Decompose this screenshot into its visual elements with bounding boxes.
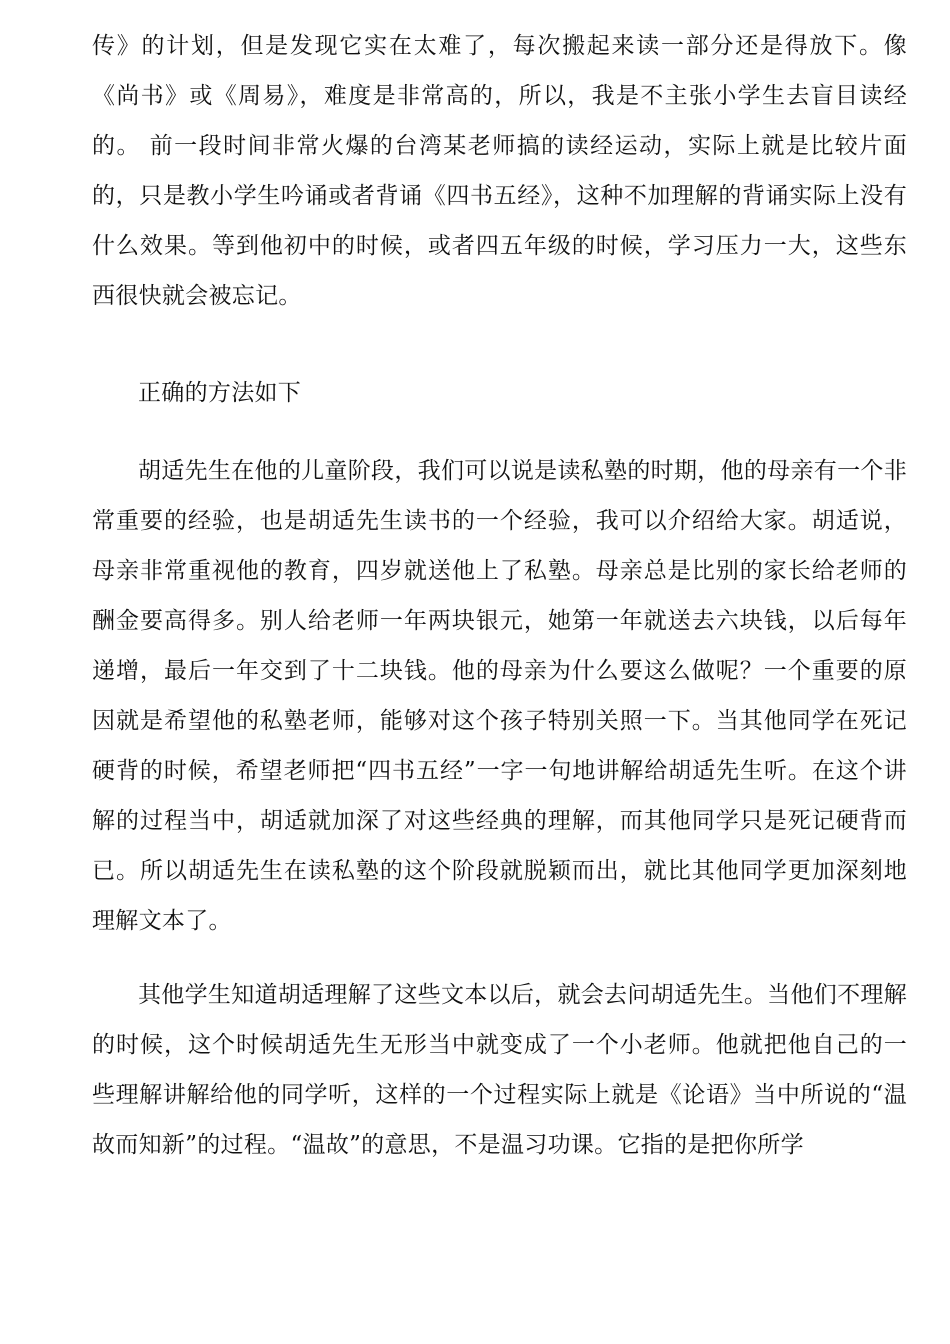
paragraph-classmates — [92, 970, 907, 1170]
heading-text: 正确的方法如下 — [138, 380, 302, 406]
paragraph-continuation — [92, 21, 907, 321]
paragraph-text: 传》的计划，但是发现它实在太难了，每次搬起来读一部分还是得放下。像《尚书》或《周易》，难度是非常高的，所以，我是不主张小学生去盲目读经的。 前一段时间非常火爆的台湾某老师搞的读经运动，实际上就是比较片面的，只是教小学生吟诵或者背诵《四书五经》，这种不加理解的背诵实际上没有什么效果。等到他初中的时候，或者四五年级的时候，学习压力一大，这些东西很快就会被忘记。 — [92, 33, 907, 309]
paragraph-hu-shi-mother — [92, 446, 907, 946]
section-heading — [92, 368, 907, 418]
paragraph-text: 胡适先生在他的儿童阶段，我们可以说是读私塾的时期，他的母亲有一个非常重要的经验，也是胡适先生读书的一个经验，我可以介绍给大家。胡适说，母亲非常重视他的教育，四岁就送他上了私塾。母亲总是比别的家长给老师的酬金要高得多。别人给老师一年两块银元，她第一年就送去六块钱，以后每年递增，最后一年交到了十二块钱。他的母亲为什么要这么做呢？一个重要的原因就是希望他的私塾老师，能够对这个孩子特别关照一下。当其他同学在死记硬背的时候，希望老师把“四书五经”一字一句地讲解给胡适先生听。在这个讲解的过程当中，胡适就加深了对这些经典的理解，而其他同学只是死记硬背而已。所以胡适先生在读私塾的这个阶段就脱颖而出，就比其他同学更加深刻地理解文本了。 — [92, 458, 907, 934]
paragraph-text: 其他学生知道胡适理解了这些文本以后，就会去问胡适先生。当他们不理解的时候，这个时候胡适先生无形当中就变成了一个小老师。他就把他自己的一些理解讲解给他的同学听，这样的一个过程实际上就是《论语》当中所说的“温故而知新”的过程。“温故”的意思，不是温习功课。它指的是把你所学 — [92, 982, 907, 1158]
